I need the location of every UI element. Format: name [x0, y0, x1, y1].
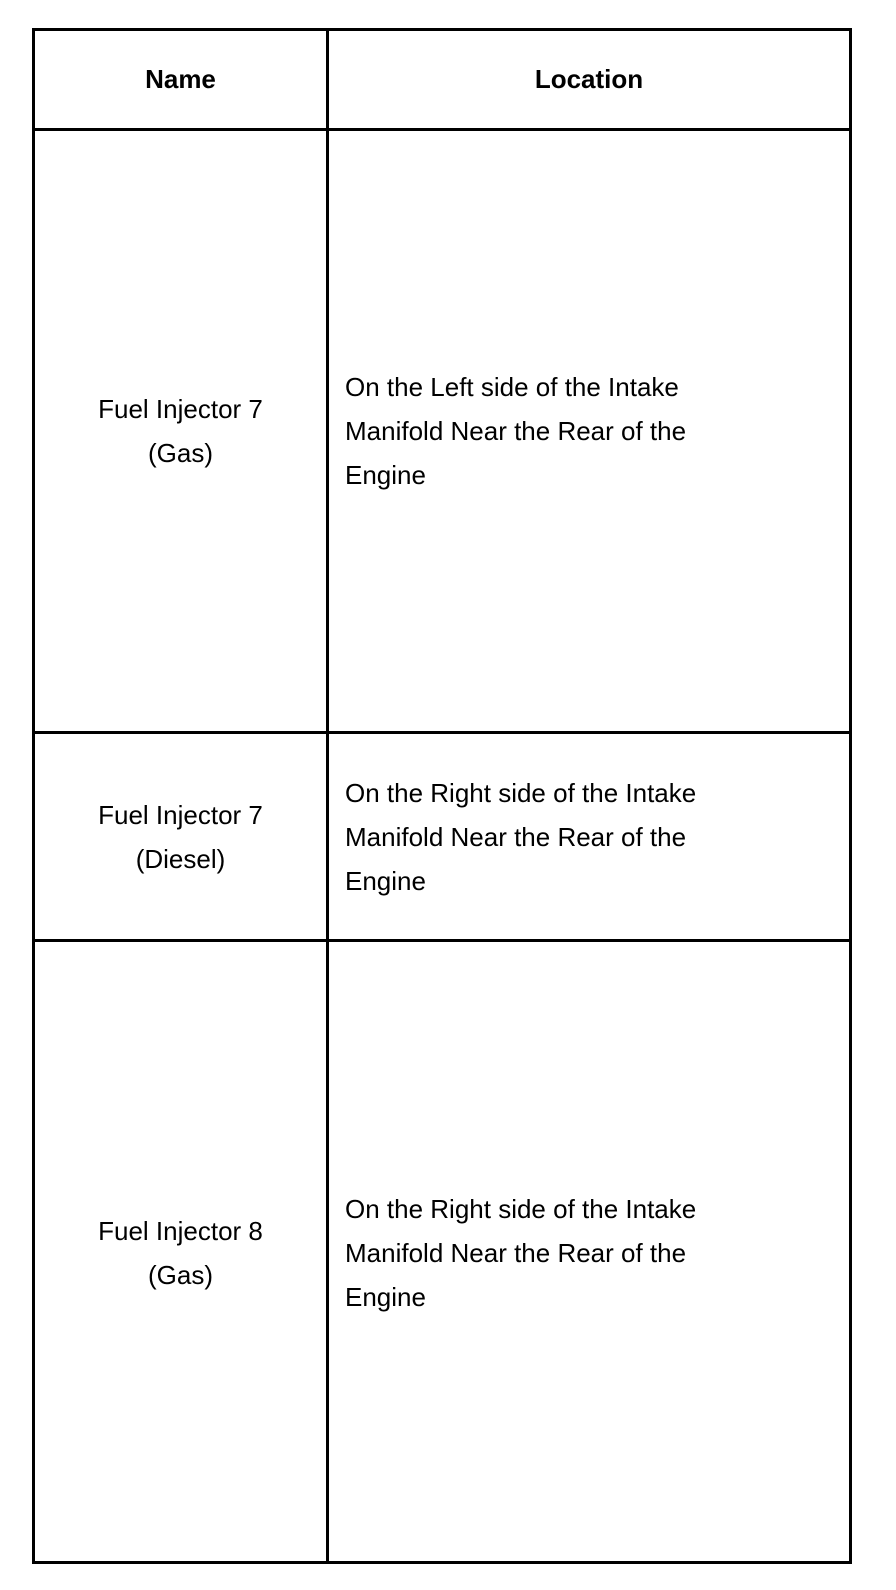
component-name-line1: Fuel Injector 7 — [98, 394, 263, 424]
component-name-line1: Fuel Injector 8 — [98, 1216, 263, 1246]
location-text: On the Right side of the Intake Manifold Near the Rear of the Engine — [345, 1194, 697, 1312]
location-text: On the Right side of the Intake Manifold Near the Rear of the Engine — [345, 777, 697, 896]
location-cell — [329, 734, 849, 939]
components-table — [32, 28, 852, 1564]
table-header-row — [35, 31, 849, 131]
location-text: On the Left side of the Intake Manifold Near the Rear of the Engine — [345, 372, 687, 490]
table-row — [35, 131, 849, 734]
location-cell — [329, 942, 849, 1564]
table-row — [35, 942, 849, 1564]
component-name-line1: Fuel Injector 7 — [98, 799, 263, 830]
header-name: Name — [145, 64, 216, 94]
component-name — [98, 387, 263, 475]
name-cell — [35, 942, 326, 1564]
component-name-line2: (Gas) — [148, 1260, 213, 1290]
component-name — [98, 793, 263, 881]
name-cell — [35, 131, 326, 731]
table-row — [35, 734, 849, 942]
component-name — [98, 1209, 263, 1297]
component-name-line2: (Gas) — [148, 438, 213, 468]
header-location: Location — [534, 64, 644, 94]
location-cell — [329, 131, 849, 731]
component-name-line2: (Diesel) — [135, 843, 226, 874]
name-cell — [35, 734, 326, 939]
